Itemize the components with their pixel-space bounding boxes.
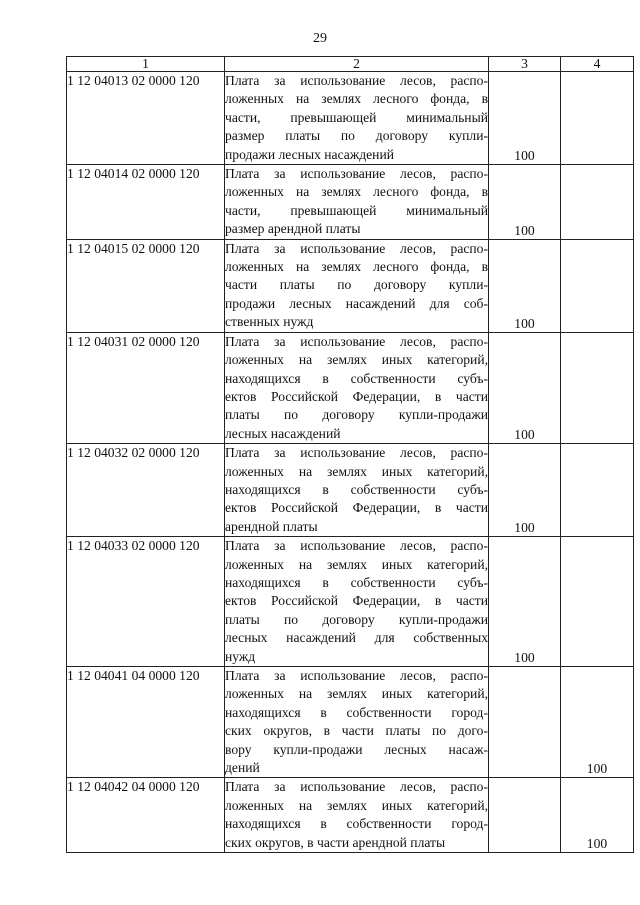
classification-code: 1 12 04014 02 0000 120 [67, 165, 225, 240]
description-line: платы по договору купли-продажи [225, 611, 488, 627]
rate-column-4 [561, 444, 634, 537]
revenue-description [225, 239, 489, 332]
table-header-row [67, 57, 634, 72]
column-header: 4 [561, 57, 634, 72]
description-line: ложенных на землях иных категорий, [225, 556, 488, 572]
rate-column-3: 100 [489, 165, 561, 240]
description-line: части, превышающей минимальный [225, 109, 488, 125]
revenue-description [225, 444, 489, 537]
revenue-description [225, 537, 489, 667]
rate-column-4 [561, 165, 634, 240]
description-line: продажи лесных насаждений [225, 146, 394, 162]
description-line: Плата за использование лесов, распо- [225, 668, 488, 683]
description-line: находящихся в собственности субъ- [225, 481, 488, 497]
rate-column-4 [561, 72, 634, 165]
description-line: находящихся в собственности город- [225, 816, 488, 832]
description-line: размер арендной платы [225, 221, 361, 237]
table-row [67, 239, 634, 332]
classification-code: 1 12 04032 02 0000 120 [67, 444, 225, 537]
revenue-description [225, 778, 489, 853]
description-line: платы по договору купли-продажи [225, 407, 488, 423]
description-line: части, превышающей минимальный [225, 202, 488, 218]
description-line: ских округов, в части платы по дого- [225, 723, 488, 739]
classification-code: 1 12 04031 02 0000 120 [67, 332, 225, 443]
rate-column-3 [489, 778, 561, 853]
description-line: ложенных на землях иных категорий, [225, 686, 488, 702]
description-line: Плата за использование лесов, распо- [225, 333, 488, 349]
column-header: 2 [225, 57, 489, 72]
description-line: находящихся в собственности субъ- [225, 574, 488, 590]
rate-column-4 [561, 239, 634, 332]
description-line: ственных нужд [225, 314, 314, 330]
rate-column-4: 100 [561, 667, 634, 778]
description-line: находящихся в собственности город- [225, 704, 488, 720]
description-line: нужд [225, 648, 256, 664]
revenue-description [225, 165, 489, 240]
description-line: ложенных на землях иных категорий, [225, 352, 488, 368]
rate-column-3: 100 [489, 72, 561, 165]
rate-column-4 [561, 537, 634, 667]
description-line: ских округов, в части арендной платы [225, 834, 446, 850]
description-line: ложенных на землях лесного фонда, в [225, 91, 488, 107]
description-line: Плата за использование лесов, распо- [225, 166, 488, 182]
description-line: ложенных на землях иных категорий, [225, 463, 488, 479]
table-row [67, 667, 634, 778]
rate-column-3: 100 [489, 444, 561, 537]
column-header: 3 [489, 57, 561, 72]
classification-code: 1 12 04042 04 0000 120 [67, 778, 225, 853]
description-line: Плата за использование лесов, распо- [225, 538, 488, 554]
rate-column-3: 100 [489, 332, 561, 443]
table-row [67, 72, 634, 165]
description-line: Плата за использование лесов, распо- [225, 240, 488, 256]
description-line: Плата за использование лесов, распо- [225, 445, 488, 461]
rate-column-3: 100 [489, 537, 561, 667]
revenue-description [225, 667, 489, 778]
description-line: ложенных на землях иных категорий, [225, 797, 488, 813]
rate-column-3 [489, 667, 561, 778]
rate-column-4: 100 [561, 778, 634, 853]
table-row [67, 165, 634, 240]
description-line: находящихся в собственности субъ- [225, 370, 488, 386]
description-line: ложенных на землях лесного фонда, в [225, 184, 488, 200]
description-line: дений [225, 760, 260, 776]
description-line: вору купли-продажи лесных насаж- [225, 741, 488, 757]
description-line: ектов Российской Федерации, в части [225, 500, 488, 516]
table-row [67, 537, 634, 667]
classification-code: 1 12 04013 02 0000 120 [67, 72, 225, 165]
description-line: арендной платы [225, 518, 318, 534]
table-row [67, 778, 634, 853]
table-row [67, 444, 634, 537]
description-line: ектов Российской Федерации, в части [225, 593, 488, 609]
description-line: продажи лесных насаждений для соб- [225, 295, 488, 311]
description-line: лесных насаждений [225, 425, 341, 441]
classification-code: 1 12 04015 02 0000 120 [67, 239, 225, 332]
budget-table [66, 56, 634, 853]
description-line: лесных насаждений для собственных [225, 630, 488, 646]
description-line: ектов Российской Федерации, в части [225, 388, 488, 404]
description-line: Плата за использование лесов, распо- [225, 73, 488, 88]
column-header: 1 [67, 57, 225, 72]
description-line: размер платы по договору купли- [225, 128, 488, 144]
rate-column-4 [561, 332, 634, 443]
revenue-description [225, 72, 489, 165]
description-line: Плата за использование лесов, распо- [225, 779, 488, 795]
description-line: части платы по договору купли- [225, 277, 488, 293]
table-row [67, 332, 634, 443]
classification-code: 1 12 04041 04 0000 120 [67, 667, 225, 778]
page-number: 29 [313, 31, 327, 46]
description-line: ложенных на землях лесного фонда, в [225, 259, 488, 275]
classification-code: 1 12 04033 02 0000 120 [67, 537, 225, 667]
rate-column-3: 100 [489, 239, 561, 332]
table-body [67, 72, 634, 853]
revenue-description [225, 332, 489, 443]
